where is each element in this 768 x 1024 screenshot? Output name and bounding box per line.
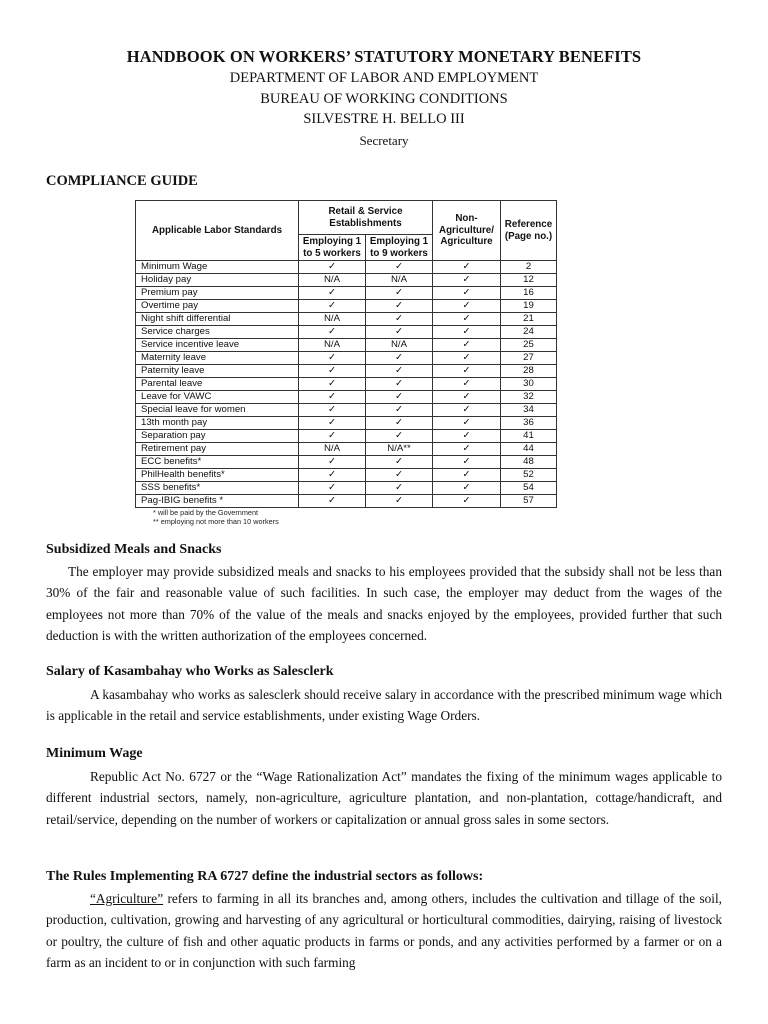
cell-reference: 21 [501,313,557,326]
agriculture-definition: refers to farming in all its branches and, among others, includes the cultivation and tillage of the soil, production, cultivation, growing and harvesting of any agricultural or horticultural commodities, dairying, raising of livestock or poultry, the culture of fish and other aquatic products in farms or ponds, and any activities performed by a farmer or on a farm as an incident to or in conjunction with such farming [46,891,722,970]
cell-1-to-5: ✓ [299,469,366,482]
cell-1-to-5: N/A [299,443,366,456]
cell-1-to-9: ✓ [366,495,433,508]
cell-standard: Retirement pay [136,443,299,456]
cell-reference: 44 [501,443,557,456]
department-name: DEPARTMENT OF LABOR AND EMPLOYMENT [229,70,539,86]
cell-non-agriculture: ✓ [433,482,501,495]
cell-standard: Service incentive leave [136,339,299,352]
compliance-guide-heading: COMPLIANCE GUIDE [46,173,198,189]
secretary-position: Secretary [359,132,409,148]
cell-non-agriculture: ✓ [433,365,501,378]
meals-heading: Subsidized Meals and Snacks [46,542,222,557]
cell-non-agriculture: ✓ [433,391,501,404]
cell-standard: Leave for VAWC [136,391,299,404]
cell-standard: Night shift differential [136,313,299,326]
rules-heading: The Rules Implementing RA 6727 define the industrial sectors as follows: [46,869,484,884]
cell-1-to-9: ✓ [366,456,433,469]
header-non-agriculture: Non-Agriculture/ Agriculture [433,201,501,261]
cell-reference: 36 [501,417,557,430]
cell-1-to-5: ✓ [299,456,366,469]
cell-standard: Special leave for women [136,404,299,417]
cell-non-agriculture: ✓ [433,443,501,456]
table-row [136,417,557,430]
table-row [136,274,557,287]
table-row [136,404,557,417]
compliance-table [135,200,557,508]
table-row [136,287,557,300]
table-row [136,261,557,274]
cell-reference: 25 [501,339,557,352]
cell-standard: Premium pay [136,287,299,300]
cell-1-to-5: ✓ [299,482,366,495]
kasambahay-paragraph: A kasambahay who works as salesclerk should receive salary in accordance with the prescribed minimum wage which is applicable in the retail and service establishments, under existing Wage Orders. [46,687,722,724]
cell-1-to-5: N/A [299,274,366,287]
table-row [136,456,557,469]
cell-1-to-5: ✓ [299,365,366,378]
cell-1-to-5: ✓ [299,391,366,404]
cell-standard: Paternity leave [136,365,299,378]
cell-non-agriculture: ✓ [433,300,501,313]
cell-non-agriculture: ✓ [433,339,501,352]
table-row [136,430,557,443]
cell-reference: 12 [501,274,557,287]
cell-1-to-5: ✓ [299,404,366,417]
header-1-to-5-workers: Employing 1 to 5 workers [299,235,366,261]
cell-reference: 27 [501,352,557,365]
cell-reference: 28 [501,365,557,378]
compliance-table-wrapper [135,200,557,508]
cell-1-to-9: ✓ [366,430,433,443]
cell-1-to-9: ✓ [366,287,433,300]
cell-1-to-9: ✓ [366,352,433,365]
cell-standard: 13th month pay [136,417,299,430]
cell-non-agriculture: ✓ [433,430,501,443]
cell-non-agriculture: ✓ [433,456,501,469]
cell-non-agriculture: ✓ [433,287,501,300]
cell-reference: 16 [501,287,557,300]
table-row [136,378,557,391]
table-row [136,313,557,326]
cell-1-to-9: ✓ [366,313,433,326]
cell-reference: 52 [501,469,557,482]
cell-1-to-9: ✓ [366,391,433,404]
footnote-government: * will be paid by the Government [153,508,259,517]
cell-non-agriculture: ✓ [433,378,501,391]
cell-1-to-9: ✓ [366,365,433,378]
cell-1-to-5: ✓ [299,326,366,339]
cell-1-to-9: ✓ [366,482,433,495]
cell-standard: Maternity leave [136,352,299,365]
cell-1-to-5: ✓ [299,495,366,508]
cell-reference: 19 [501,300,557,313]
cell-reference: 54 [501,482,557,495]
header-reference: Reference (Page no.) [501,201,557,261]
cell-1-to-9: ✓ [366,300,433,313]
cell-standard: PhilHealth benefits* [136,469,299,482]
cell-1-to-5: ✓ [299,287,366,300]
cell-reference: 24 [501,326,557,339]
meals-paragraph: The employer may provide subsidized meals and snacks to his employees provided that the subsidy shall not be less than 30% of the fair and reasonable value of such facilities. In such case, the employer may deduct from the wages of the employees not more than 70% of the value of the meals and snacks enjoyed by the employees, provided further that such deduction is with the written authorization of the employees concerned. [46,564,722,643]
cell-reference: 57 [501,495,557,508]
cell-1-to-5: ✓ [299,417,366,430]
cell-1-to-9: ✓ [366,404,433,417]
cell-non-agriculture: ✓ [433,417,501,430]
compliance-table-body [136,261,557,508]
cell-reference: 41 [501,430,557,443]
table-row [136,326,557,339]
header-1-to-9-workers: Employing 1 to 9 workers [366,235,433,261]
table-row [136,339,557,352]
cell-non-agriculture: ✓ [433,261,501,274]
cell-1-to-9: N/A [366,274,433,287]
agriculture-paragraph [46,888,722,973]
cell-non-agriculture: ✓ [433,495,501,508]
table-row [136,365,557,378]
cell-standard: Overtime pay [136,300,299,313]
cell-reference: 48 [501,456,557,469]
cell-1-to-9: ✓ [366,469,433,482]
cell-1-to-9: ✓ [366,378,433,391]
cell-standard: Parental leave [136,378,299,391]
cell-reference: 30 [501,378,557,391]
cell-1-to-5: ✓ [299,430,366,443]
table-row [136,300,557,313]
agriculture-term: “Agriculture” [90,891,164,906]
cell-reference: 34 [501,404,557,417]
document-title: HANDBOOK ON WORKERS’ STATUTORY MONETARY BENEFITS [126,47,642,66]
cell-1-to-9: ✓ [366,261,433,274]
cell-1-to-5: ✓ [299,300,366,313]
cell-reference: 32 [501,391,557,404]
secretary-name: SILVESTRE H. BELLO III [303,111,465,127]
cell-standard: Holiday pay [136,274,299,287]
cell-standard: Separation pay [136,430,299,443]
minimum-wage-paragraph: Republic Act No. 6727 or the “Wage Rationalization Act” mandates the fixing of the minimum wages applicable to different industrial sectors, namely, non-agriculture, agriculture plantation, and non-plantation, cottage/handicraft, and retail/service, depending on the number of workers or capitalization or annual gross sales in some sectors. [46,769,722,827]
cell-1-to-9: N/A [366,339,433,352]
table-row [136,482,557,495]
cell-standard: Minimum Wage [136,261,299,274]
cell-1-to-5: ✓ [299,261,366,274]
cell-1-to-5: N/A [299,313,366,326]
table-row [136,391,557,404]
cell-1-to-9: ✓ [366,326,433,339]
cell-non-agriculture: ✓ [433,469,501,482]
cell-non-agriculture: ✓ [433,313,501,326]
cell-standard: ECC benefits* [136,456,299,469]
table-row [136,443,557,456]
cell-non-agriculture: ✓ [433,404,501,417]
bureau-name: BUREAU OF WORKING CONDITIONS [260,90,508,107]
table-row [136,495,557,508]
cell-non-agriculture: ✓ [433,274,501,287]
table-footnotes [153,509,279,526]
cell-standard: Pag-IBIG benefits * [136,495,299,508]
table-row [136,352,557,365]
minimum-wage-heading: Minimum Wage [46,746,143,761]
footnote-ten-workers: ** employing not more than 10 workers [153,516,279,526]
cell-standard: Service charges [136,326,299,339]
kasambahay-heading: Salary of Kasambahay who Works as Salesclerk [46,664,334,679]
cell-1-to-9: ✓ [366,417,433,430]
cell-1-to-5: ✓ [299,352,366,365]
table-row [136,469,557,482]
cell-reference: 2 [501,261,557,274]
header-standards: Applicable Labor Standards [136,201,299,261]
document-header [0,46,768,152]
cell-1-to-5: ✓ [299,378,366,391]
cell-1-to-9: N/A** [366,443,433,456]
cell-non-agriculture: ✓ [433,352,501,365]
cell-standard: SSS benefits* [136,482,299,495]
header-retail-group: Retail & Service Establishments [299,201,433,235]
cell-non-agriculture: ✓ [433,326,501,339]
cell-1-to-5: N/A [299,339,366,352]
